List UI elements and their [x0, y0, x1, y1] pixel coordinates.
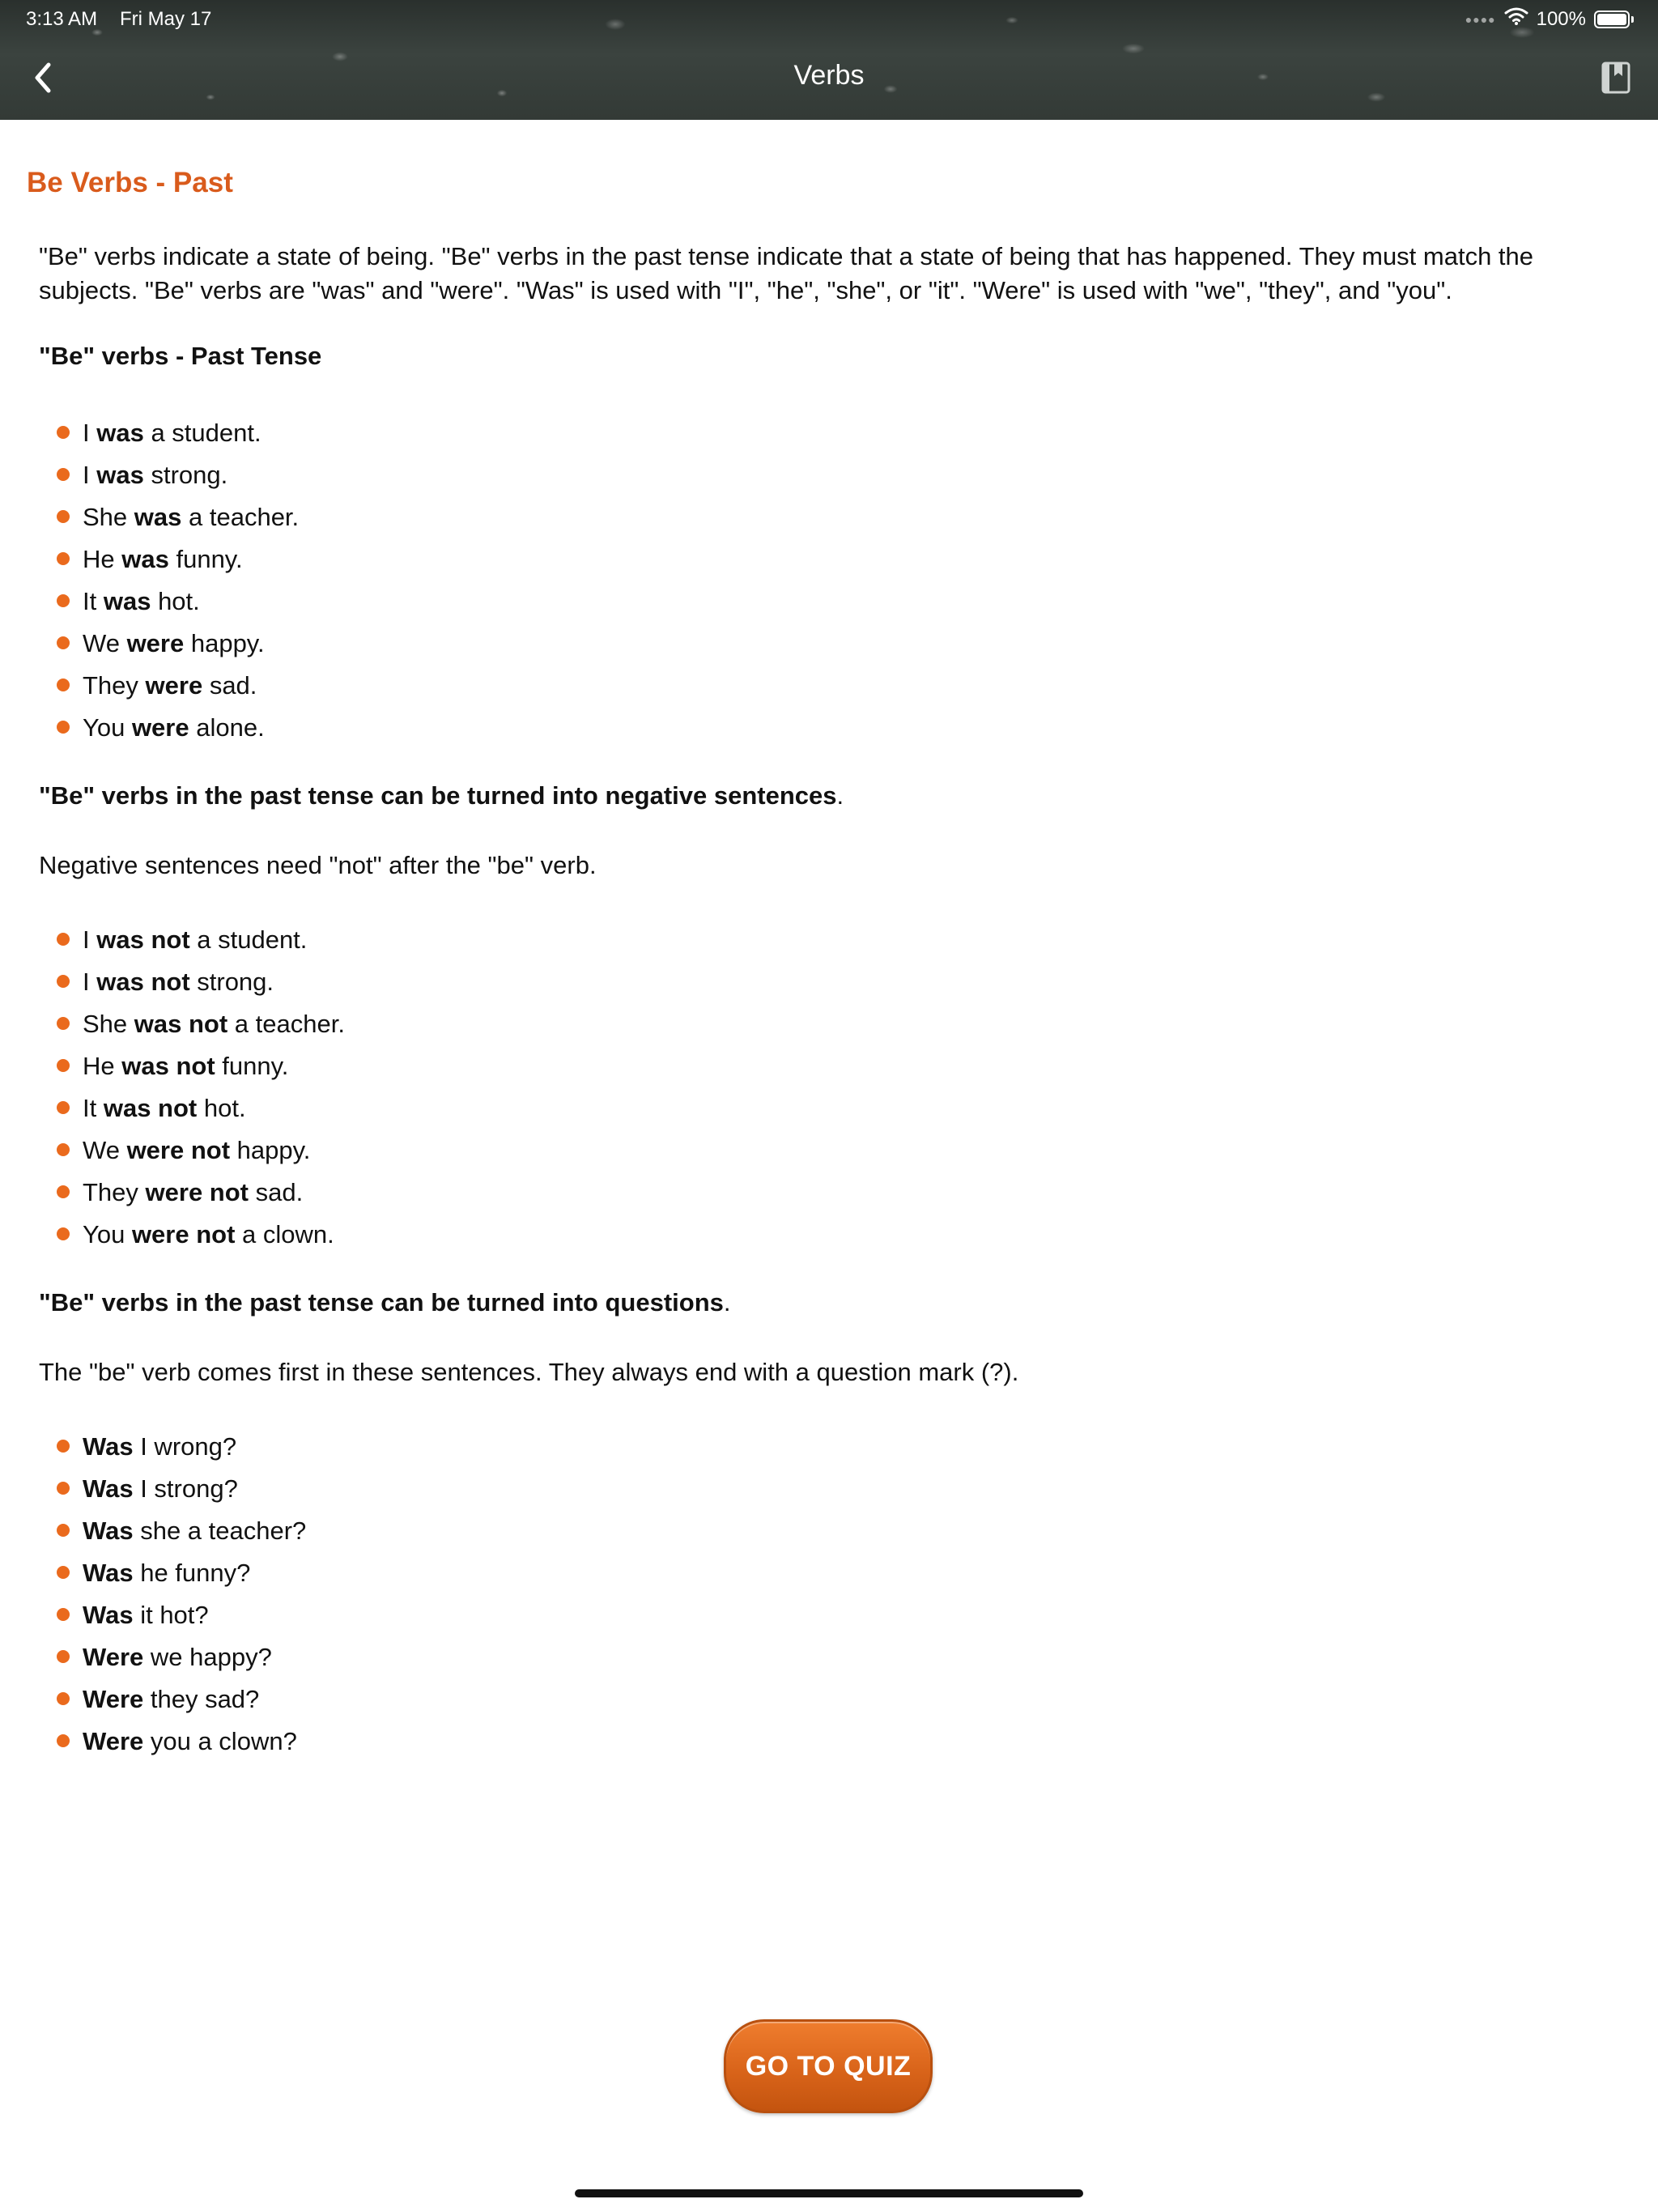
- list-item-verb: Were: [83, 1643, 144, 1671]
- list-item-verb: was: [121, 545, 169, 573]
- list-item: [57, 1003, 345, 1045]
- list-item: [57, 496, 299, 538]
- wifi-icon: [1504, 6, 1528, 32]
- list-item: [57, 581, 299, 623]
- status-date: Fri May 17: [120, 8, 212, 30]
- list-item-text: I wrong?: [133, 1432, 237, 1461]
- list-item: [57, 1045, 345, 1087]
- list-item-text: a teacher.: [227, 1010, 345, 1038]
- signal-icon: ●●●●: [1465, 12, 1496, 26]
- list-item-verb: were not: [131, 1220, 236, 1249]
- bullet-icon: [57, 636, 70, 649]
- bullet-icon: [57, 426, 70, 439]
- list-item: [57, 1721, 306, 1763]
- section3-list: [57, 1426, 306, 1763]
- battery-cap: [1631, 16, 1634, 23]
- list-item-text: hot.: [197, 1094, 246, 1122]
- bullet-icon: [57, 1608, 70, 1621]
- list-item-text: I: [83, 968, 97, 996]
- bullet-icon: [57, 975, 70, 988]
- list-item: [57, 412, 299, 454]
- status-bar: [0, 0, 1658, 39]
- bullet-icon: [57, 552, 70, 565]
- section3-heading-period: .: [723, 1288, 731, 1317]
- bullet-icon: [57, 1059, 70, 1072]
- list-item-text: he funny?: [133, 1559, 251, 1587]
- bullet-icon: [57, 1101, 70, 1114]
- home-indicator[interactable]: [575, 2189, 1083, 2197]
- list-item-verb: was: [103, 587, 151, 615]
- list-item-text: she a teacher?: [133, 1516, 307, 1545]
- go-to-quiz-button[interactable]: GO TO QUIZ: [724, 2019, 933, 2113]
- bookmark-button[interactable]: [1600, 60, 1632, 96]
- list-item-verb: Was: [83, 1559, 134, 1587]
- list-item-text: we happy?: [143, 1643, 272, 1671]
- list-item-text: We: [83, 629, 127, 657]
- list-item-verb: was not: [96, 925, 190, 954]
- list-item-text: a clown.: [235, 1220, 334, 1249]
- list-item: [57, 1172, 345, 1214]
- status-time: 3:13 AM: [26, 8, 98, 30]
- list-item: [57, 1510, 306, 1552]
- list-item: [57, 454, 299, 496]
- list-item: [57, 1129, 345, 1172]
- list-item-text: She: [83, 503, 134, 531]
- battery-percent: 100%: [1536, 7, 1586, 30]
- list-item-text: It: [83, 1094, 104, 1122]
- list-item-text: It: [83, 587, 104, 615]
- list-item: [57, 1087, 345, 1129]
- list-item: [57, 1636, 306, 1678]
- list-item-text: We: [83, 1136, 127, 1164]
- bullet-icon: [57, 1734, 70, 1747]
- list-item: [57, 961, 345, 1003]
- list-item-verb: were not: [145, 1178, 249, 1206]
- list-item-text: you a clown?: [143, 1727, 297, 1755]
- list-item-text: a student.: [189, 925, 308, 954]
- list-item: [57, 1426, 306, 1468]
- navigation-header: [0, 0, 1658, 120]
- bullet-icon: [57, 1143, 70, 1156]
- list-item-verb: was not: [103, 1094, 198, 1122]
- book-icon: [1600, 60, 1632, 96]
- nav-title: Verbs: [793, 60, 865, 91]
- bullet-icon: [57, 510, 70, 523]
- section2-list: [57, 919, 345, 1256]
- list-item-text: He: [83, 1052, 122, 1080]
- list-item-verb: was not: [134, 1010, 228, 1038]
- list-item-text: I: [83, 461, 97, 489]
- bullet-icon: [57, 1227, 70, 1240]
- list-item-verb: was not: [121, 1052, 215, 1080]
- list-item-text: strong.: [189, 968, 274, 996]
- section2-heading-period: .: [836, 781, 844, 810]
- list-item-text: He: [83, 545, 122, 573]
- bullet-icon: [57, 1482, 70, 1495]
- list-item: [57, 665, 299, 707]
- bullet-icon: [57, 1185, 70, 1198]
- list-item: [57, 623, 299, 665]
- list-item-text: I: [83, 925, 97, 954]
- bullet-icon: [57, 468, 70, 481]
- list-item-text: alone.: [189, 713, 265, 742]
- bullet-icon: [57, 721, 70, 734]
- list-item: [57, 707, 299, 749]
- list-item-text: funny.: [215, 1052, 289, 1080]
- bullet-icon: [57, 1017, 70, 1030]
- bullet-icon: [57, 1440, 70, 1453]
- list-item-verb: was: [134, 503, 182, 531]
- list-item-verb: were: [131, 713, 189, 742]
- section2-heading: [39, 781, 844, 810]
- lesson-title: Be Verbs - Past: [27, 167, 233, 198]
- list-item-text: I strong?: [133, 1474, 238, 1503]
- list-item-verb: Was: [83, 1474, 134, 1503]
- bullet-icon: [57, 1524, 70, 1537]
- list-item-verb: Were: [83, 1685, 144, 1713]
- bullet-icon: [57, 594, 70, 607]
- list-item-text: They: [83, 671, 146, 700]
- list-item-text: sad.: [249, 1178, 304, 1206]
- list-item-text: they sad?: [143, 1685, 260, 1713]
- list-item-text: happy.: [184, 629, 265, 657]
- list-item-verb: was: [96, 419, 144, 447]
- list-item-text: I: [83, 419, 97, 447]
- list-item: [57, 1594, 306, 1636]
- list-item-text: happy.: [230, 1136, 311, 1164]
- bullet-icon: [57, 1692, 70, 1705]
- list-item: [57, 1678, 306, 1721]
- section3-text: The "be" verb comes first in these sentences. They always end with a question mark (?).: [39, 1358, 1019, 1386]
- bullet-icon: [57, 1650, 70, 1663]
- section1-list: [57, 412, 299, 749]
- battery-icon: [1594, 11, 1630, 28]
- list-item: [57, 919, 345, 961]
- section3-heading: [39, 1288, 731, 1317]
- list-item: [57, 538, 299, 581]
- list-item-verb: were: [145, 671, 203, 700]
- intro-paragraph: "Be" verbs indicate a state of being. "Be" verbs in the past tense indicate that a state of being that has happened. They must match the subjects. "Be" verbs are "was" and "were". "Was" is used with "I", "he", "she", or "it". "Were" is used with "we", "they", and "you".: [39, 242, 1534, 304]
- list-item-text: it hot?: [133, 1601, 209, 1629]
- bullet-icon: [57, 678, 70, 691]
- list-item: [57, 1552, 306, 1594]
- list-item-text: They: [83, 1178, 146, 1206]
- list-item-verb: was: [96, 461, 144, 489]
- list-item-text: sad.: [202, 671, 257, 700]
- section2-text: Negative sentences need "not" after the "be" verb.: [39, 851, 597, 879]
- section3-heading-text: "Be" verbs in the past tense can be turned into questions: [39, 1288, 724, 1317]
- list-item-verb: Was: [83, 1432, 134, 1461]
- bullet-icon: [57, 933, 70, 946]
- list-item-text: strong.: [143, 461, 228, 489]
- list-item-text: She: [83, 1010, 134, 1038]
- bullet-icon: [57, 1566, 70, 1579]
- list-item-text: a teacher.: [181, 503, 300, 531]
- status-indicators: [1465, 6, 1634, 32]
- list-item-verb: Was: [83, 1516, 134, 1545]
- list-item-text: You: [83, 713, 132, 742]
- section2-heading-text: "Be" verbs in the past tense can be turned into negative sentences: [39, 781, 837, 810]
- list-item-verb: were: [126, 629, 185, 657]
- list-item-text: funny.: [168, 545, 243, 573]
- list-item-text: hot.: [151, 587, 200, 615]
- list-item: [57, 1468, 306, 1510]
- list-item-text: You: [83, 1220, 132, 1249]
- section1-heading: "Be" verbs - Past Tense: [39, 342, 322, 370]
- list-item-verb: Was: [83, 1601, 134, 1629]
- list-item-verb: were not: [126, 1136, 231, 1164]
- list-item-text: a student.: [143, 419, 261, 447]
- list-item-verb: was not: [96, 968, 190, 996]
- list-item-verb: Were: [83, 1727, 144, 1755]
- list-item: [57, 1214, 345, 1256]
